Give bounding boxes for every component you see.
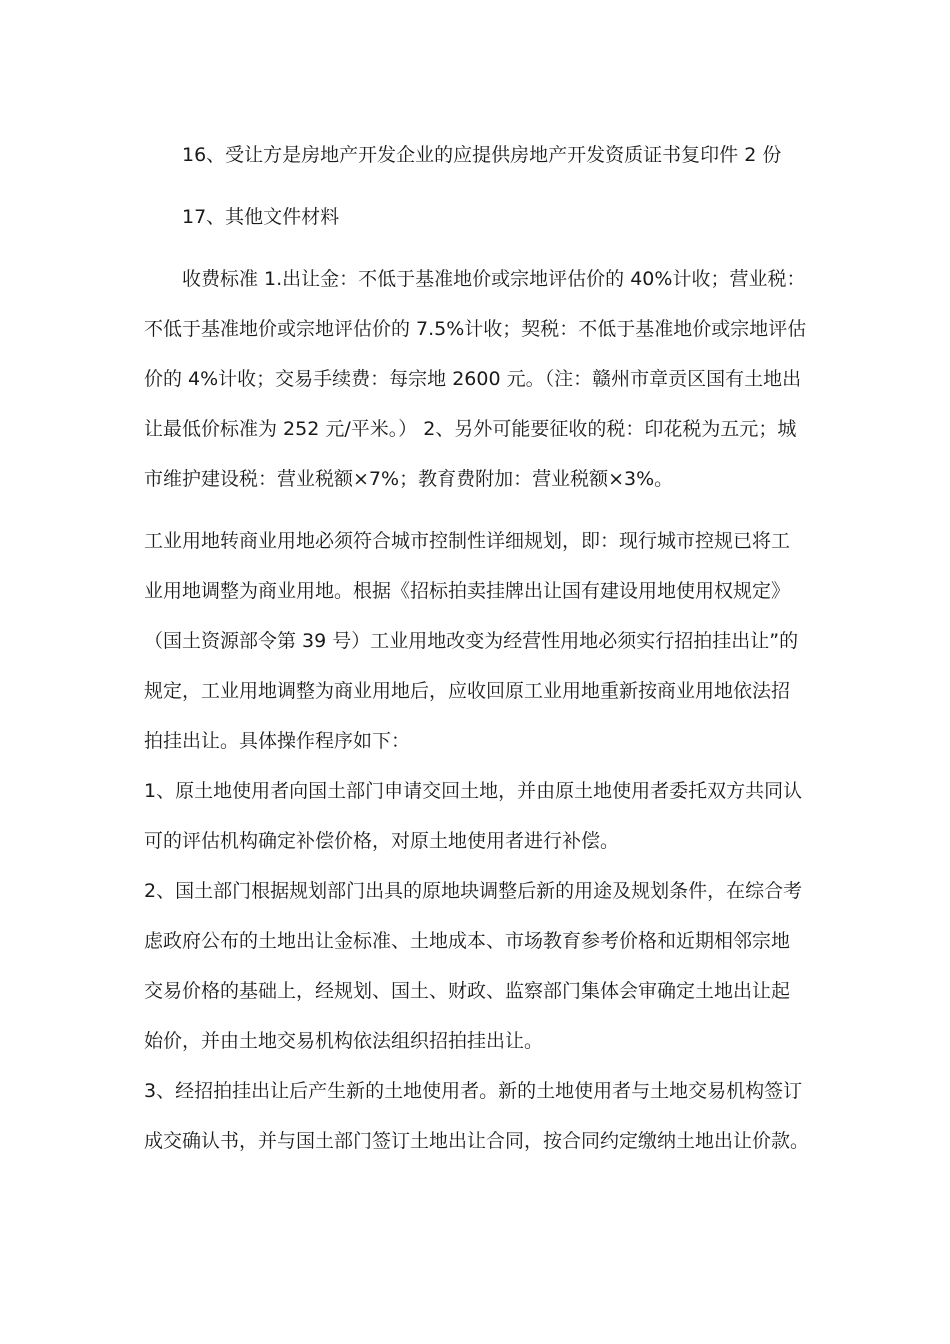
list-item-17: 17、其他文件材料 bbox=[182, 206, 340, 228]
list-item-16: 16、受让方是房地产开发企业的应提供房地产开发资质证书复印件 2 份 bbox=[182, 144, 782, 166]
step-2-paragraph bbox=[144, 866, 808, 1066]
paragraph-line: 3、经招拍挂出让后产生新的土地使用者。新的土地使用者与土地交易机构签订 bbox=[144, 1080, 803, 1102]
step-1-paragraph bbox=[144, 766, 808, 866]
fee-standard-paragraph bbox=[144, 254, 808, 504]
paragraph-line: 收费标准 1.出让金：不低于基准地价或宗地评估价的 40%计收；营业税： bbox=[182, 268, 806, 290]
paragraph-line: 规定，工业用地调整为商业用地后，应收回原工业用地重新按商业用地依法招 bbox=[144, 680, 791, 702]
intro-paragraph bbox=[144, 516, 808, 766]
paragraph-line: 成交确认书，并与国土部门签订土地出让合同，按合同约定缴纳土地出让价款。 bbox=[144, 1130, 810, 1152]
paragraph-line: 工业用地转商业用地必须符合城市控制性详细规划，即：现行城市控规已将工 bbox=[144, 530, 791, 552]
paragraph-line: 可的评估机构确定补偿价格，对原土地使用者进行补偿。 bbox=[144, 830, 620, 852]
paragraph-line: 拍挂出让。具体操作程序如下： bbox=[144, 730, 411, 752]
step-3-paragraph bbox=[144, 1066, 808, 1166]
paragraph-line: 交易价格的基础上，经规划、国土、财政、监察部门集体会审确定土地出让起 bbox=[144, 980, 791, 1002]
paragraph-line: 2、国土部门根据规划部门出具的原地块调整后新的用途及规划条件，在综合考 bbox=[144, 880, 803, 902]
paragraph-line: 市维护建设税：营业税额×7%；教育费附加：营业税额×3%。 bbox=[144, 468, 674, 490]
paragraph-line: 价的 4%计收；交易手续费：每宗地 2600 元。（注：赣州市章贡区国有土地出 bbox=[144, 368, 802, 390]
paragraph-line: 让最低价标准为 252 元/平米。） 2、另外可能要征收的税：印花税为五元；城 bbox=[144, 418, 797, 440]
paragraph-line: 1、原土地使用者向国土部门申请交回土地，并由原土地使用者委托双方共同认 bbox=[144, 780, 803, 802]
paragraph-line: 始价，并由土地交易机构依法组织招拍挂出让。 bbox=[144, 1030, 544, 1052]
document-page bbox=[144, 130, 808, 1166]
paragraph-line: 不低于基准地价或宗地评估价的 7.5%计收；契税：不低于基准地价或宗地评估 bbox=[144, 318, 807, 340]
paragraph-line: 虑政府公布的土地出让金标准、土地成本、市场教育参考价格和近期相邻宗地 bbox=[144, 930, 791, 952]
paragraph-line: （国土资源部令第 39 号）工业用地改变为经营性用地必须实行招拍挂出让”的 bbox=[144, 630, 799, 652]
paragraph-line: 业用地调整为商业用地。根据《招标拍卖挂牌出让国有建设用地使用权规定》 bbox=[144, 580, 791, 602]
